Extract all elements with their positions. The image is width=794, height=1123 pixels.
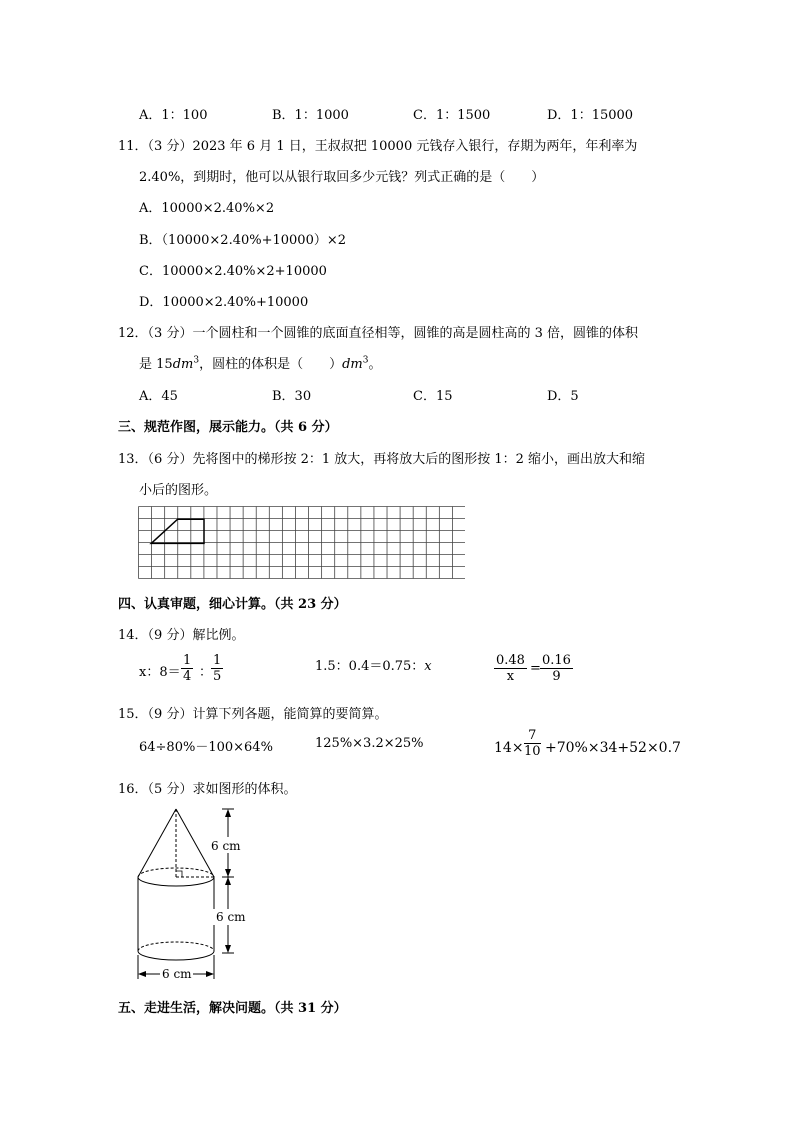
q12-option-a[interactable]: A．45 (139, 389, 178, 404)
q11-stem-line2: 2.40%，到期时，他可以从银行取回多少元钱？列式正确的是（ ） (139, 170, 545, 185)
frac-numerator: 7 (524, 729, 541, 744)
q16-solid-figure (130, 805, 260, 985)
q14-eq1-frac2 (211, 654, 223, 685)
frac-numerator: 1 (213, 653, 222, 668)
section-4-heading: 四、认真审题，细心计算。（共 23 分） (118, 597, 347, 612)
q10-option-a[interactable]: A．1：100 (139, 108, 208, 123)
q14-eq2-var: x (424, 659, 432, 674)
q12-unit-2: dm (342, 357, 363, 372)
q15-expr3-prefix: 14× (494, 740, 524, 756)
q12-text-b: ，圆柱的体积是（ ） (199, 357, 343, 372)
frac-denominator: 10 (524, 744, 541, 759)
q12-text-c: 。 (368, 357, 382, 372)
arrowhead (225, 877, 231, 885)
frac-denominator: 4 (183, 669, 192, 684)
q14-eq1-prefix: x：8＝ (139, 665, 181, 680)
q10-option-c[interactable]: C．1：1500 (413, 108, 491, 123)
q14-eq1-frac1 (181, 654, 193, 685)
q11-option-a[interactable]: A．10000×2.40%×2 (139, 201, 275, 216)
grid-lines (139, 507, 466, 579)
q12-stem-line2 (139, 353, 382, 372)
q12-unit-1: dm (172, 357, 194, 372)
q14-eq2-text: 1.5：0.4＝0.75： (315, 659, 425, 674)
arrowhead (225, 809, 231, 817)
arrowhead (138, 971, 146, 977)
q14-eq1-sep: ： (199, 665, 213, 680)
q14-eq3-equals: = (530, 661, 541, 676)
frac-numerator: 0.48 (496, 653, 525, 668)
q14-eq3-frac2 (540, 654, 573, 685)
q14-eq3-frac1 (494, 654, 527, 685)
frac-numerator: 0.16 (542, 653, 571, 668)
cylinder-height-label: 6 cm (216, 910, 246, 924)
q12-option-b[interactable]: B．30 (272, 389, 312, 404)
arrowhead (206, 971, 214, 977)
q13-grid-figure (138, 506, 465, 580)
cone-height-label: 6 cm (211, 839, 241, 853)
frac-numerator: 1 (183, 653, 192, 668)
q11-option-c[interactable]: C．10000×2.40%×2+10000 (139, 264, 327, 279)
q16-title: 16．（5 分）求如图形的体积。 (118, 782, 297, 797)
q12-text-a: 是 15 (139, 357, 173, 372)
q15-expr3-frac (524, 729, 541, 760)
q14-title: 14．（9 分）解比例。 (118, 628, 245, 643)
q10-option-b[interactable]: B．1：1000 (272, 108, 349, 123)
q15-expr1: 64÷80%－100×64% (139, 740, 273, 755)
top-ellipse-front (138, 877, 214, 886)
bottom-ellipse-back (138, 942, 214, 951)
q13-stem-line1: 13．（6 分）先将图中的梯形按 2：1 放大，再将放大后的图形按 1：2 缩小，画出放大和缩 (118, 452, 646, 467)
q15-expr2: 125%×3.2×25% (315, 736, 424, 751)
q12-exp-1: 3 (193, 355, 200, 366)
section-5-heading: 五、走进生活，解决问题。（共 31 分） (118, 1001, 347, 1016)
arrowhead (225, 869, 231, 877)
q12-stem-line1: 12．（3 分）一个圆柱和一个圆锥的底面直径相等，圆锥的高是圆柱高的 3 倍，圆锥的体积 (118, 326, 638, 341)
q15-expr3-suffix: +70%×34+52×0.7 (545, 740, 681, 756)
q14-eq2 (315, 655, 432, 674)
frac-denominator: 9 (552, 669, 561, 684)
q12-option-c[interactable]: C．15 (413, 389, 453, 404)
frac-denominator: x (506, 669, 515, 684)
right-angle-mark (176, 871, 182, 877)
q11-option-d[interactable]: D．10000×2.40%+10000 (139, 295, 309, 310)
frac-denominator: 5 (213, 669, 222, 684)
q10-option-d[interactable]: D．1：15000 (547, 108, 634, 123)
arrowhead (225, 945, 231, 953)
diameter-label: 6 cm (162, 967, 192, 981)
cone-left-edge (138, 809, 176, 877)
q12-option-d[interactable]: D．5 (547, 389, 579, 404)
bottom-ellipse-front (138, 951, 214, 960)
section-3-heading: 三、规范作图，展示能力。（共 6 分） (118, 420, 338, 435)
q11-option-b[interactable]: B．（10000×2.40%+10000）×2 (139, 233, 347, 248)
q11-stem-line1: 11．（3 分）2023 年 6 月 1 日，王叔叔把 10000 元钱存入银行，存期为两年，年利率为 (118, 139, 638, 154)
q13-stem-line2: 小后的图形。 (139, 483, 218, 498)
q12-exp-2: 3 (362, 355, 369, 366)
q15-title: 15．（9 分）计算下列各题，能简算的要简算。 (118, 707, 388, 722)
